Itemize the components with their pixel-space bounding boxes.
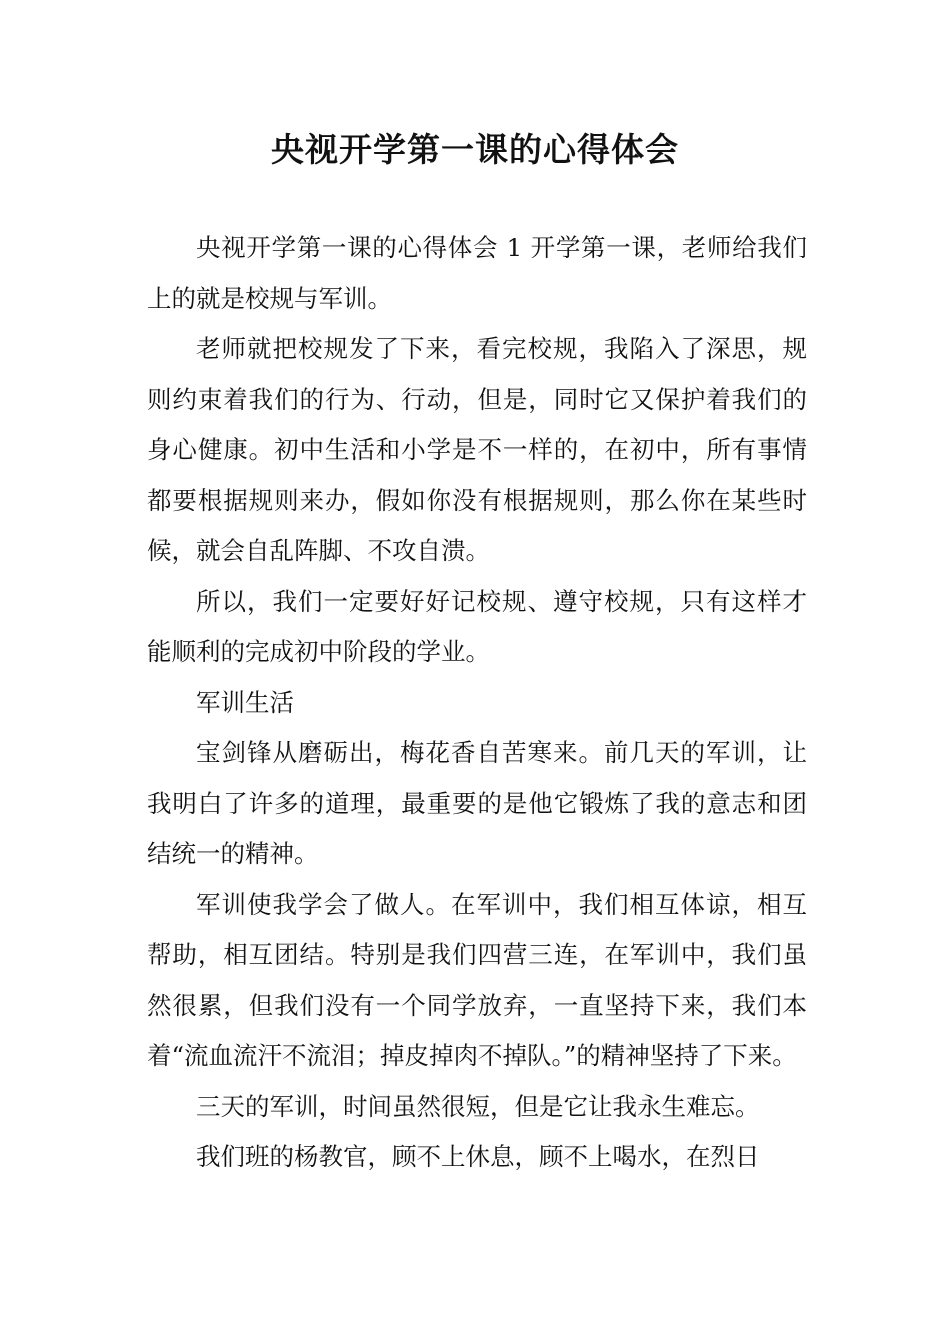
paragraph-2: 老师就把校规发了下来，看完校规，我陷入了深思，规则约束着我们的行为、行动，但是，同时它又保护着我们的身心健康。初中生活和小学是不一样的，在初中，所有事情都要根据规则来办，假如你没有根据规则，那么你在某些时候，就会自乱阵脚、不攻自溃。 bbox=[147, 334, 807, 565]
paragraph-5: 军训使我学会了做人。在军训中，我们相互体谅，相互帮助，相互团结。特别是我们四营三连，在军训中，我们虽然很累，但我们没有一个同学放弃，一直坚持下来，我们本着“流血流汗不流泪；掉皮掉肉不掉队。”的精神坚持了下来。 bbox=[147, 889, 807, 1070]
document-title: 央视开学第一课的心得体会 bbox=[271, 130, 679, 169]
paragraph-7: 我们班的杨教官，顾不上休息，顾不上喝水，在烈日 bbox=[196, 1142, 760, 1171]
section-heading-military-training: 军训生活 bbox=[196, 687, 294, 717]
paragraph-4: 宝剑锋从磨砺出，梅花香自苦寒来。前几天的军训，让我明白了许多的道理，最重要的是他它锻炼了我的意志和团结统一的精神。 bbox=[147, 738, 807, 868]
paragraph-1: 央视开学第一课的心得体会 1 开学第一课，老师给我们上的就是校规与军训。 bbox=[147, 233, 807, 313]
paragraph-6: 三天的军训，时间虽然很短，但是它让我永生难忘。 bbox=[196, 1091, 760, 1121]
paragraph-3: 所以，我们一定要好好记校规、遵守校规，只有这样才能顺利的完成初中阶段的学业。 bbox=[147, 586, 807, 666]
document-body bbox=[147, 223, 807, 1183]
